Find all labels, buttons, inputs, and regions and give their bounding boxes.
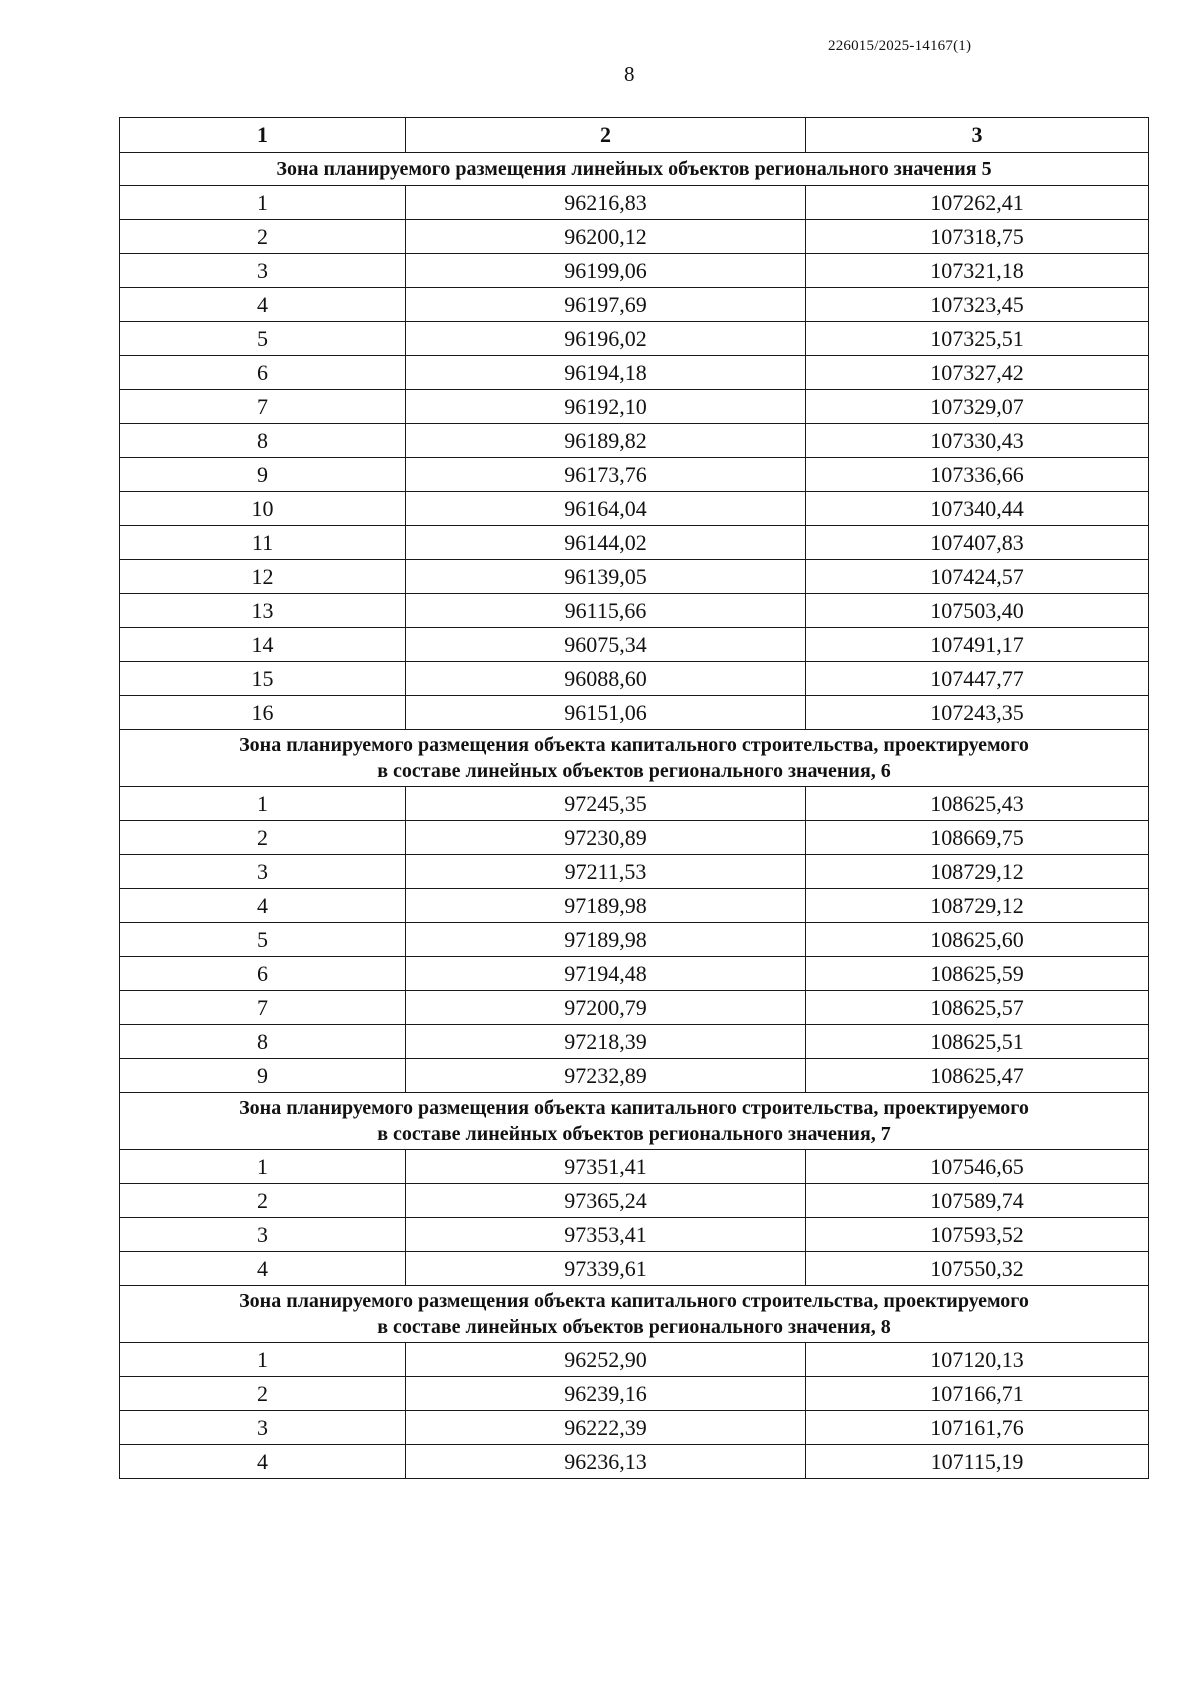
point-number-cell: 2 <box>120 821 406 855</box>
x-coordinate-cell: 96222,39 <box>406 1411 806 1445</box>
y-coordinate-cell: 107503,40 <box>806 594 1149 628</box>
zone-title <box>120 1093 1149 1150</box>
zone-title-row <box>120 1286 1149 1343</box>
x-coordinate-cell: 96196,02 <box>406 322 806 356</box>
zone-title <box>120 730 1149 787</box>
point-number-cell: 11 <box>120 526 406 560</box>
table-row <box>120 1411 1149 1445</box>
point-number-cell: 10 <box>120 492 406 526</box>
y-coordinate-cell: 108625,57 <box>806 991 1149 1025</box>
point-number-cell: 2 <box>120 220 406 254</box>
coordinates-table <box>119 117 1149 1479</box>
y-coordinate-cell: 107330,43 <box>806 424 1149 458</box>
x-coordinate-cell: 97189,98 <box>406 889 806 923</box>
point-number-cell: 5 <box>120 322 406 356</box>
y-coordinate-cell: 107491,17 <box>806 628 1149 662</box>
zone-title <box>120 153 1149 186</box>
y-coordinate-cell: 107120,13 <box>806 1343 1149 1377</box>
y-coordinate-cell: 107340,44 <box>806 492 1149 526</box>
table-row <box>120 1377 1149 1411</box>
table-row <box>120 855 1149 889</box>
point-number-cell: 4 <box>120 1445 406 1479</box>
y-coordinate-cell: 107550,32 <box>806 1252 1149 1286</box>
x-coordinate-cell: 96236,13 <box>406 1445 806 1479</box>
x-coordinate-cell: 96192,10 <box>406 390 806 424</box>
table-body <box>120 153 1149 1479</box>
table-row <box>120 186 1149 220</box>
zone-title-line: в составе линейных объектов регионального значения, 7 <box>377 1123 891 1145</box>
point-number-cell: 6 <box>120 356 406 390</box>
x-coordinate-cell: 96216,83 <box>406 186 806 220</box>
table-row <box>120 458 1149 492</box>
point-number-cell: 4 <box>120 1252 406 1286</box>
point-number-cell: 14 <box>120 628 406 662</box>
x-coordinate-cell: 97200,79 <box>406 991 806 1025</box>
y-coordinate-cell: 107161,76 <box>806 1411 1149 1445</box>
point-number-cell: 7 <box>120 991 406 1025</box>
x-coordinate-cell: 96189,82 <box>406 424 806 458</box>
y-coordinate-cell: 107115,19 <box>806 1445 1149 1479</box>
y-coordinate-cell: 107318,75 <box>806 220 1149 254</box>
x-coordinate-cell: 97245,35 <box>406 787 806 821</box>
zone-title-row <box>120 1093 1149 1150</box>
x-coordinate-cell: 97218,39 <box>406 1025 806 1059</box>
table-row <box>120 390 1149 424</box>
x-coordinate-cell: 96200,12 <box>406 220 806 254</box>
table-row <box>120 889 1149 923</box>
y-coordinate-cell: 108625,59 <box>806 957 1149 991</box>
y-coordinate-cell: 107424,57 <box>806 560 1149 594</box>
x-coordinate-cell: 97365,24 <box>406 1184 806 1218</box>
x-coordinate-cell: 96075,34 <box>406 628 806 662</box>
table-row <box>120 991 1149 1025</box>
point-number-cell: 2 <box>120 1377 406 1411</box>
point-number-cell: 5 <box>120 923 406 957</box>
x-coordinate-cell: 96173,76 <box>406 458 806 492</box>
table-row <box>120 1150 1149 1184</box>
y-coordinate-cell: 107323,45 <box>806 288 1149 322</box>
x-coordinate-cell: 97339,61 <box>406 1252 806 1286</box>
table-row <box>120 254 1149 288</box>
table-header-row <box>120 118 1149 153</box>
point-number-cell: 3 <box>120 1218 406 1252</box>
table-row <box>120 288 1149 322</box>
y-coordinate-cell: 108625,43 <box>806 787 1149 821</box>
point-number-cell: 8 <box>120 424 406 458</box>
point-number-cell: 15 <box>120 662 406 696</box>
point-number-cell: 9 <box>120 458 406 492</box>
table-row <box>120 628 1149 662</box>
table-row <box>120 957 1149 991</box>
x-coordinate-cell: 96115,66 <box>406 594 806 628</box>
y-coordinate-cell: 107262,41 <box>806 186 1149 220</box>
table-row <box>120 492 1149 526</box>
table-row <box>120 322 1149 356</box>
x-coordinate-cell: 97230,89 <box>406 821 806 855</box>
table-row <box>120 1025 1149 1059</box>
table-row <box>120 526 1149 560</box>
point-number-cell: 7 <box>120 390 406 424</box>
y-coordinate-cell: 107325,51 <box>806 322 1149 356</box>
table-row <box>120 560 1149 594</box>
document-id: 226015/2025-14167(1) <box>828 38 972 54</box>
y-coordinate-cell: 107336,66 <box>806 458 1149 492</box>
y-coordinate-cell: 107593,52 <box>806 1218 1149 1252</box>
table-row <box>120 424 1149 458</box>
zone-title-line: в составе линейных объектов регионального значения, 8 <box>377 1316 891 1338</box>
x-coordinate-cell: 97232,89 <box>406 1059 806 1093</box>
x-coordinate-cell: 96252,90 <box>406 1343 806 1377</box>
table-row <box>120 594 1149 628</box>
x-coordinate-cell: 96239,16 <box>406 1377 806 1411</box>
table-row <box>120 220 1149 254</box>
x-coordinate-cell: 96144,02 <box>406 526 806 560</box>
y-coordinate-cell: 107329,07 <box>806 390 1149 424</box>
x-coordinate-cell: 97353,41 <box>406 1218 806 1252</box>
y-coordinate-cell: 108729,12 <box>806 855 1149 889</box>
y-coordinate-cell: 108625,47 <box>806 1059 1149 1093</box>
zone-title-line: Зона планируемого размещения объекта капитального строительства, проектируемого <box>239 1290 1029 1312</box>
point-number-cell: 3 <box>120 855 406 889</box>
point-number-cell: 4 <box>120 889 406 923</box>
point-number-cell: 1 <box>120 787 406 821</box>
point-number-cell: 2 <box>120 1184 406 1218</box>
x-coordinate-cell: 96139,05 <box>406 560 806 594</box>
zone-title-row <box>120 730 1149 787</box>
table-row <box>120 1059 1149 1093</box>
page-number: 8 <box>624 62 635 86</box>
x-coordinate-cell: 96194,18 <box>406 356 806 390</box>
zone-title-row <box>120 153 1149 186</box>
x-coordinate-cell: 97211,53 <box>406 855 806 889</box>
table-row <box>120 356 1149 390</box>
zone-title-line: Зона планируемого размещения объекта капитального строительства, проектируемого <box>239 1097 1029 1119</box>
x-coordinate-cell: 97194,48 <box>406 957 806 991</box>
table-row <box>120 1218 1149 1252</box>
point-number-cell: 6 <box>120 957 406 991</box>
x-coordinate-cell: 96151,06 <box>406 696 806 730</box>
point-number-cell: 3 <box>120 1411 406 1445</box>
y-coordinate-cell: 107321,18 <box>806 254 1149 288</box>
point-number-cell: 4 <box>120 288 406 322</box>
y-coordinate-cell: 107589,74 <box>806 1184 1149 1218</box>
y-coordinate-cell: 108669,75 <box>806 821 1149 855</box>
table-row <box>120 1343 1149 1377</box>
table-row <box>120 662 1149 696</box>
table-row <box>120 821 1149 855</box>
table-row <box>120 696 1149 730</box>
point-number-cell: 12 <box>120 560 406 594</box>
x-coordinate-cell: 97189,98 <box>406 923 806 957</box>
point-number-cell: 16 <box>120 696 406 730</box>
y-coordinate-cell: 108625,51 <box>806 1025 1149 1059</box>
table-row <box>120 923 1149 957</box>
y-coordinate-cell: 107546,65 <box>806 1150 1149 1184</box>
x-coordinate-cell: 96199,06 <box>406 254 806 288</box>
table-row <box>120 1252 1149 1286</box>
table-row <box>120 787 1149 821</box>
y-coordinate-cell: 108625,60 <box>806 923 1149 957</box>
point-number-cell: 13 <box>120 594 406 628</box>
x-coordinate-cell: 96164,04 <box>406 492 806 526</box>
column-header: 3 <box>806 118 1149 153</box>
y-coordinate-cell: 107166,71 <box>806 1377 1149 1411</box>
point-number-cell: 1 <box>120 1150 406 1184</box>
zone-title-line: Зона планируемого размещения линейных объектов регионального значения 5 <box>276 158 992 180</box>
y-coordinate-cell: 107447,77 <box>806 662 1149 696</box>
point-number-cell: 9 <box>120 1059 406 1093</box>
y-coordinate-cell: 107243,35 <box>806 696 1149 730</box>
column-header: 1 <box>120 118 406 153</box>
column-header: 2 <box>406 118 806 153</box>
y-coordinate-cell: 108729,12 <box>806 889 1149 923</box>
zone-title <box>120 1286 1149 1343</box>
zone-title-line: Зона планируемого размещения объекта капитального строительства, проектируемого <box>239 734 1029 756</box>
y-coordinate-cell: 107407,83 <box>806 526 1149 560</box>
table-row <box>120 1445 1149 1479</box>
x-coordinate-cell: 97351,41 <box>406 1150 806 1184</box>
point-number-cell: 8 <box>120 1025 406 1059</box>
table-row <box>120 1184 1149 1218</box>
x-coordinate-cell: 96197,69 <box>406 288 806 322</box>
point-number-cell: 1 <box>120 186 406 220</box>
point-number-cell: 1 <box>120 1343 406 1377</box>
zone-title-line: в составе линейных объектов регионального значения, 6 <box>377 760 891 782</box>
y-coordinate-cell: 107327,42 <box>806 356 1149 390</box>
x-coordinate-cell: 96088,60 <box>406 662 806 696</box>
point-number-cell: 3 <box>120 254 406 288</box>
